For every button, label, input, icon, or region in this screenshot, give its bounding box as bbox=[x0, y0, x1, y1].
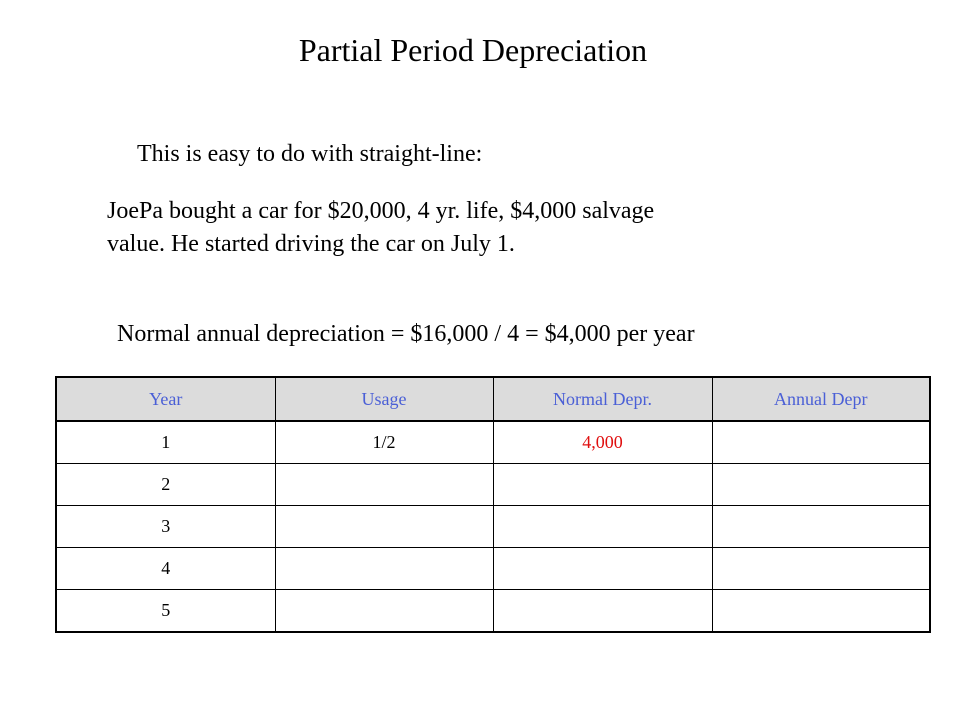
cell-annual-depr bbox=[712, 464, 930, 506]
table-row bbox=[56, 590, 930, 633]
cell-annual-depr bbox=[712, 548, 930, 590]
header-normal-depr: Normal Depr. bbox=[493, 377, 712, 421]
table-row bbox=[56, 506, 930, 548]
table-row bbox=[56, 464, 930, 506]
cell-normal-depr bbox=[493, 506, 712, 548]
cell-usage: 1/2 bbox=[275, 421, 493, 464]
normal-depreciation-formula: Normal annual depreciation = $16,000 / 4 = $4,000 per year bbox=[117, 321, 695, 347]
problem-line-2: value. He started driving the car on July 1. bbox=[107, 231, 515, 257]
table-row bbox=[56, 421, 930, 464]
header-usage: Usage bbox=[275, 377, 493, 421]
problem-statement bbox=[107, 195, 867, 261]
table-header-row bbox=[56, 377, 930, 421]
cell-usage bbox=[275, 506, 493, 548]
cell-annual-depr bbox=[712, 421, 930, 464]
cell-year: 1 bbox=[56, 421, 275, 464]
cell-normal-depr: 4,000 bbox=[493, 421, 712, 464]
cell-annual-depr bbox=[712, 506, 930, 548]
cell-usage bbox=[275, 590, 493, 633]
header-year: Year bbox=[56, 377, 275, 421]
cell-normal-depr bbox=[493, 590, 712, 633]
cell-normal-depr bbox=[493, 548, 712, 590]
cell-usage bbox=[275, 464, 493, 506]
cell-usage bbox=[275, 548, 493, 590]
table-row bbox=[56, 548, 930, 590]
header-annual-depr: Annual Depr bbox=[712, 377, 930, 421]
cell-annual-depr bbox=[712, 590, 930, 633]
cell-normal-depr bbox=[493, 464, 712, 506]
cell-year: 5 bbox=[56, 590, 275, 633]
cell-year: 2 bbox=[56, 464, 275, 506]
cell-year: 3 bbox=[56, 506, 275, 548]
intro-text: This is easy to do with straight-line: bbox=[137, 141, 483, 167]
slide-title: Partial Period Depreciation bbox=[298, 32, 648, 68]
depreciation-table bbox=[55, 376, 931, 633]
cell-year: 4 bbox=[56, 548, 275, 590]
problem-line-1: JoePa bought a car for $20,000, 4 yr. life, $4,000 salvage bbox=[107, 198, 655, 224]
